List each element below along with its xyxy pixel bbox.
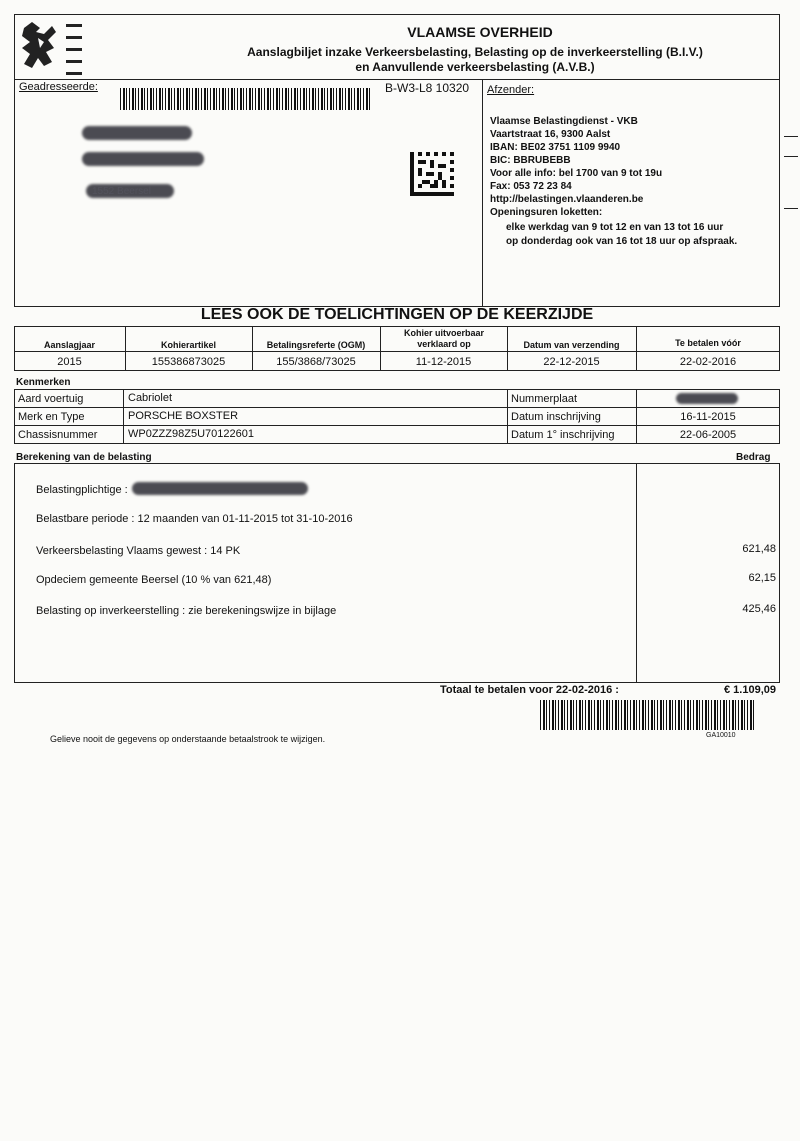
sender-line-9: op donderdag ook van 16 tot 18 uur op afspraak. (506, 236, 738, 247)
redacted-street (82, 152, 204, 166)
footer-note: Gelieve nooit de gegevens op onderstaande betaalstrook te wijzigen. (50, 734, 326, 744)
sender-line-0: Vlaamse Belastingdienst - VKB (490, 116, 638, 127)
summary-value: 22-02-2016 (679, 356, 737, 368)
calc-amount-divider (636, 463, 637, 683)
redacted-name (82, 126, 192, 140)
calc-box (14, 463, 780, 683)
flemish-lion-logo (18, 18, 90, 78)
kenmerken-label: Nummerplaat (511, 393, 578, 405)
datamatrix-code (410, 152, 454, 196)
summary-value: 22-12-2015 (543, 356, 600, 368)
kenmerken-value: PORSCHE BOXSTER (128, 410, 239, 422)
calc-line-amount: 425,46 (742, 603, 776, 615)
kenmerken-row-divider (14, 425, 780, 426)
address-divider (482, 80, 483, 306)
sender-line-4: Voor alle info: bel 1700 van 9 tot 19u (490, 168, 663, 179)
margin-tick (784, 156, 798, 157)
summary-value: 11-12-2015 (415, 356, 472, 368)
amount-header: Bedrag (736, 452, 771, 463)
calc-line-text: Belasting op inverkeerstelling : zie berekeningswijze in bijlage (36, 605, 337, 617)
form-title-line1: Aanslagbiljet inzake Verkeersbelasting, Belasting op de inverkeerstelling (B.I.V.) (247, 45, 703, 59)
calc-line-amount: 62,15 (748, 572, 776, 584)
kenmerken-label: Datum inschrijving (511, 411, 601, 423)
margin-tick (784, 136, 798, 137)
addressee-label: Geadresseerde: (19, 81, 98, 93)
summary-value: 155386873025 (151, 356, 226, 368)
summary-header: Kohier uitvoerbaar verklaard op (403, 328, 485, 349)
kenmerken-value: 16-11-2015 (680, 411, 736, 423)
notice-heading: LEES OOK DE TOELICHTINGEN OP DE KEERZIJDE (200, 306, 594, 323)
kenmerken-label: Chassisnummer (18, 429, 98, 441)
payment-barcode (540, 700, 754, 730)
kenmerken-col-divider (123, 389, 124, 444)
sender-line-7: Openingsuren loketten: (490, 207, 603, 218)
sender-line-1: Vaartstraat 16, 9300 Aalst (490, 129, 611, 140)
kenmerken-label: Aard voertuig (18, 393, 84, 405)
taxpayer-label: Belastingplichtige : (36, 484, 128, 496)
sender-line-8: elke werkdag van 9 tot 12 en van 13 tot 16 uur (506, 222, 724, 233)
sender-label: Afzender: (487, 84, 535, 96)
form-code: GA10010 (706, 732, 736, 739)
calc-line-amount: 621,48 (742, 543, 776, 555)
kenmerken-label: Merk en Type (18, 411, 85, 423)
kenmerken-title: Kenmerken (16, 377, 71, 388)
sender-line-6: http://belastingen.vlaanderen.be (490, 194, 644, 205)
redacted-taxpayer (132, 482, 308, 495)
org-name: VLAAMSE OVERHEID (407, 24, 553, 40)
address-barcode (120, 88, 370, 110)
margin-tick (784, 208, 798, 209)
summary-header: Te betalen vóór (675, 338, 741, 348)
form-title-line2: en Aanvullende verkeersbelasting (A.V.B.) (355, 60, 595, 74)
total-label: Totaal te betalen voor 22-02-2016 : (440, 684, 619, 696)
calc-line-text: Verkeersbelasting Vlaams gewest : 14 PK (36, 545, 241, 557)
sender-line-3: BIC: BBRUBEBB (490, 155, 571, 166)
summary-header: Betalingsreferte (OGM) (266, 340, 366, 350)
summary-header: Kohierartikel (160, 340, 217, 350)
summary-header: Aanslagjaar (43, 340, 96, 350)
kenmerken-row-divider (14, 407, 780, 408)
calc-line-text: Opdeciem gemeente Beersel (10 % van 621,48) (36, 574, 272, 586)
total-amount: € 1.109,09 (724, 684, 776, 696)
summary-header: Datum van verzending (523, 340, 620, 350)
address-code: B-W3-L8 10320 (385, 81, 470, 95)
address-city: 1552 Beersel (92, 186, 151, 197)
redacted-plate (676, 393, 738, 404)
sender-line-2: IBAN: BE02 3751 1109 9940 (490, 142, 621, 153)
kenmerken-col-divider (507, 389, 508, 444)
calc-title: Berekening van de belasting (16, 452, 152, 463)
sender-line-5: Fax: 053 72 23 84 (490, 181, 572, 192)
taxable-period: Belastbare periode : 12 maanden van 01-11-2015 tot 31-10-2016 (36, 513, 353, 525)
summary-value: 2015 (57, 356, 82, 368)
kenmerken-label: Datum 1° inschrijving (511, 429, 615, 441)
summary-value: 155/3868/73025 (276, 356, 356, 368)
kenmerken-value: Cabriolet (128, 392, 173, 404)
kenmerken-value: WP0ZZZ98Z5U70122601 (128, 428, 254, 440)
summary-table-divider (14, 351, 780, 352)
kenmerken-value: 22-06-2005 (679, 429, 737, 441)
